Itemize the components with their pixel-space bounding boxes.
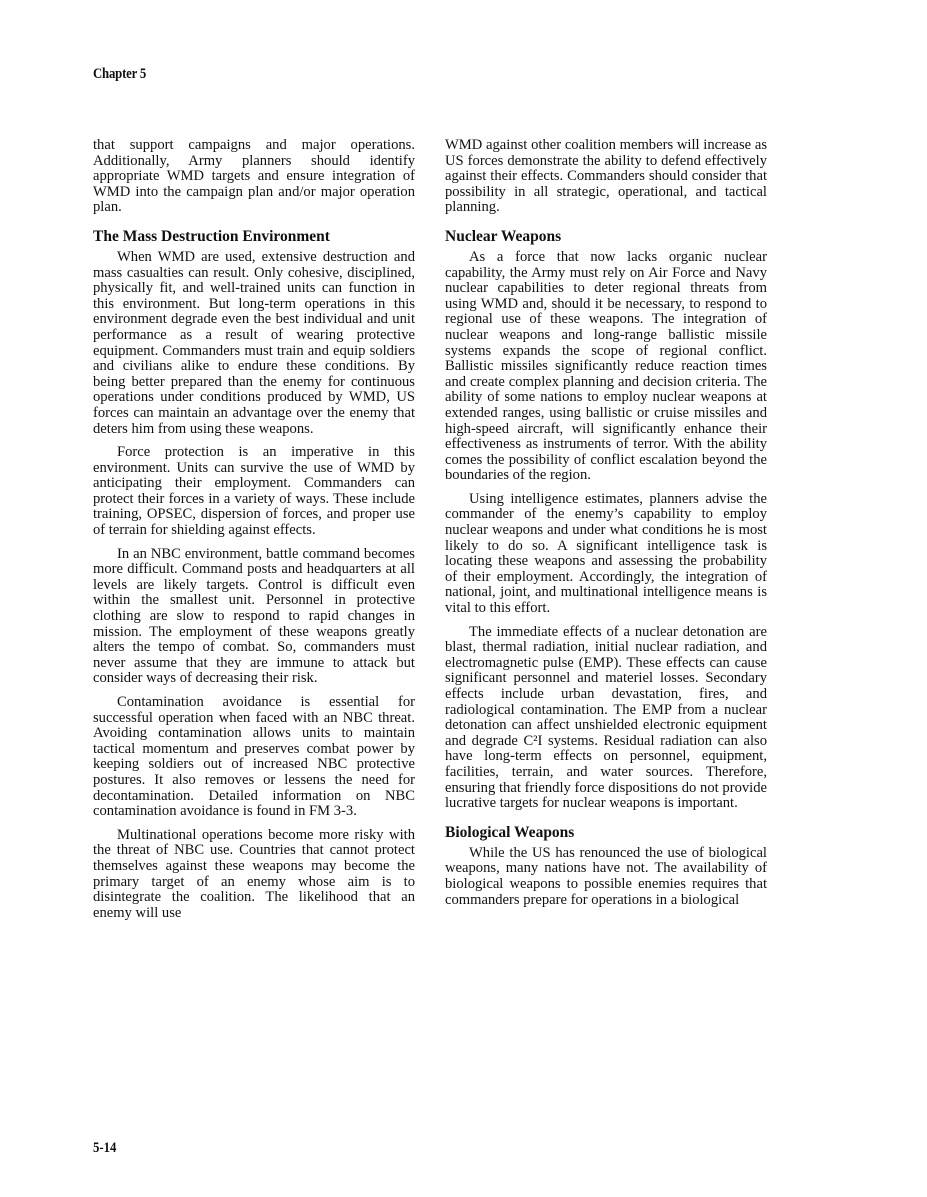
left-column [93,138,415,921]
paragraph: In an NBC environment, battle command becomes more difficult. Command posts and headquarters at all levels are likely targets. Control is difficult even within the smallest unit. Personnel in protective clothing are slow to respond to rapid changes in mission. The employment of these weapons greatly alters the tempo of combat. So, commanders must never assume that they are immune to attack but consider ways of decreasing their risk. [93,545,415,687]
section-heading: The Mass Destruction Environment [93,227,330,245]
right-column [445,138,767,908]
paragraph: Force protection is an imperative in this environment. Units can survive the use of WMD by anticipating their employment. Commanders can protect their forces in a variety of ways. These include training, OPSEC, dispersion of forces, and proper use of terrain for shielding against effects. [93,444,415,539]
paragraph: As a force that now lacks organic nuclear capability, the Army must rely on Air Force and Navy nuclear capabilities to deter regional threats from using WMD and, should it be necessary, to respond to regional use of these weapons. The integration of nuclear weapons and long-range ballistic missile systems expands the scope of regional conflict. Ballistic missiles significantly reduce reaction times and create complex planning and decision criteria. The ability of some nations to employ nuclear weapons at extended ranges, using ballistic or cruise missiles and high-speed aircraft, will significantly enhance their effectiveness as instruments of terror. With the ability comes the possibility of conflict escalation beyond the boundaries of the region. [445,248,767,484]
paragraph: Using intelligence estimates, planners advise the commander of the enemy’s capability to employ nuclear weapons and under what conditions he is most likely to do so. A significant intelligence task is locating these weapons and assessing the probability of their employment. Accordingly, the integration of national, joint, and multinational intelligence means is vital to this effort. [445,490,767,617]
paragraph: Contamination avoidance is essential for successful operation when faced with an NBC threat. Avoiding contamination allows units to maintain tactical momentum and preserves combat power by keeping soldiers out of increased NBC protective postures. It also removes or lessens the need for decontamination. Detailed information on NBC contamination avoidance is found in FM 3-3. [93,694,415,820]
paragraph: When WMD are used, extensive destruction and mass casualties can result. Only cohesive, disciplined, physically fit, and well-trained units can function in this environment. But long-term operations in this environment degrade even the best individual and unit performance as a result of wearing protective equipment. Commanders must train and equip soldiers and civilians alike to endure these conditions. By being better prepared than the enemy for continuous operations under conditions produced by WMD, US forces can maintain an advantage over the enemy that deters him from using these weapons. [93,248,415,437]
page-number: 5-14 [93,1140,117,1156]
paragraph: While the US has renounced the use of biological weapons, many nations have not. The availability of biological weapons to possible enemies requires that commanders prepare for operations in a biological [445,844,767,908]
paragraph: The immediate effects of a nuclear detonation are blast, thermal radiation, initial nuclear radiation, and electromagnetic pulse (EMP). These effects can cause significant personnel and materiel losses. Secondary effects include urban devastation, fires, and radiological contamination. The EMP from a nuclear detonation can affect unshielded electronic equipment and degrade C²I systems. Residual radiation can also have long-term effects on personnel, equipment, facilities, terrain, and water sources. Therefore, ensuring that friendly force dispositions do not provide lucrative targets for nuclear weapons is important. [445,623,767,812]
paragraph: WMD against other coalition members will increase as US forces demonstrate the ability to defend effectively against their effects. Commanders should consider that possibility in all strategic, operational, and tactical planning. [445,137,767,216]
paragraph: Multinational operations become more risky with the threat of NBC use. Countries that cannot protect themselves against these weapons may become the primary target of an enemy whose aim is to disintegrate the coalition. The likelihood that an enemy will use [93,826,415,921]
section-heading: Nuclear Weapons [445,227,562,245]
section-heading: Biological Weapons [445,823,575,841]
chapter-label: Chapter 5 [93,66,147,82]
paragraph: that support campaigns and major operations. Additionally, Army planners should identify appropriate WMD targets and ensure integration of WMD into the campaign plan and/or major operation plan. [93,137,415,216]
